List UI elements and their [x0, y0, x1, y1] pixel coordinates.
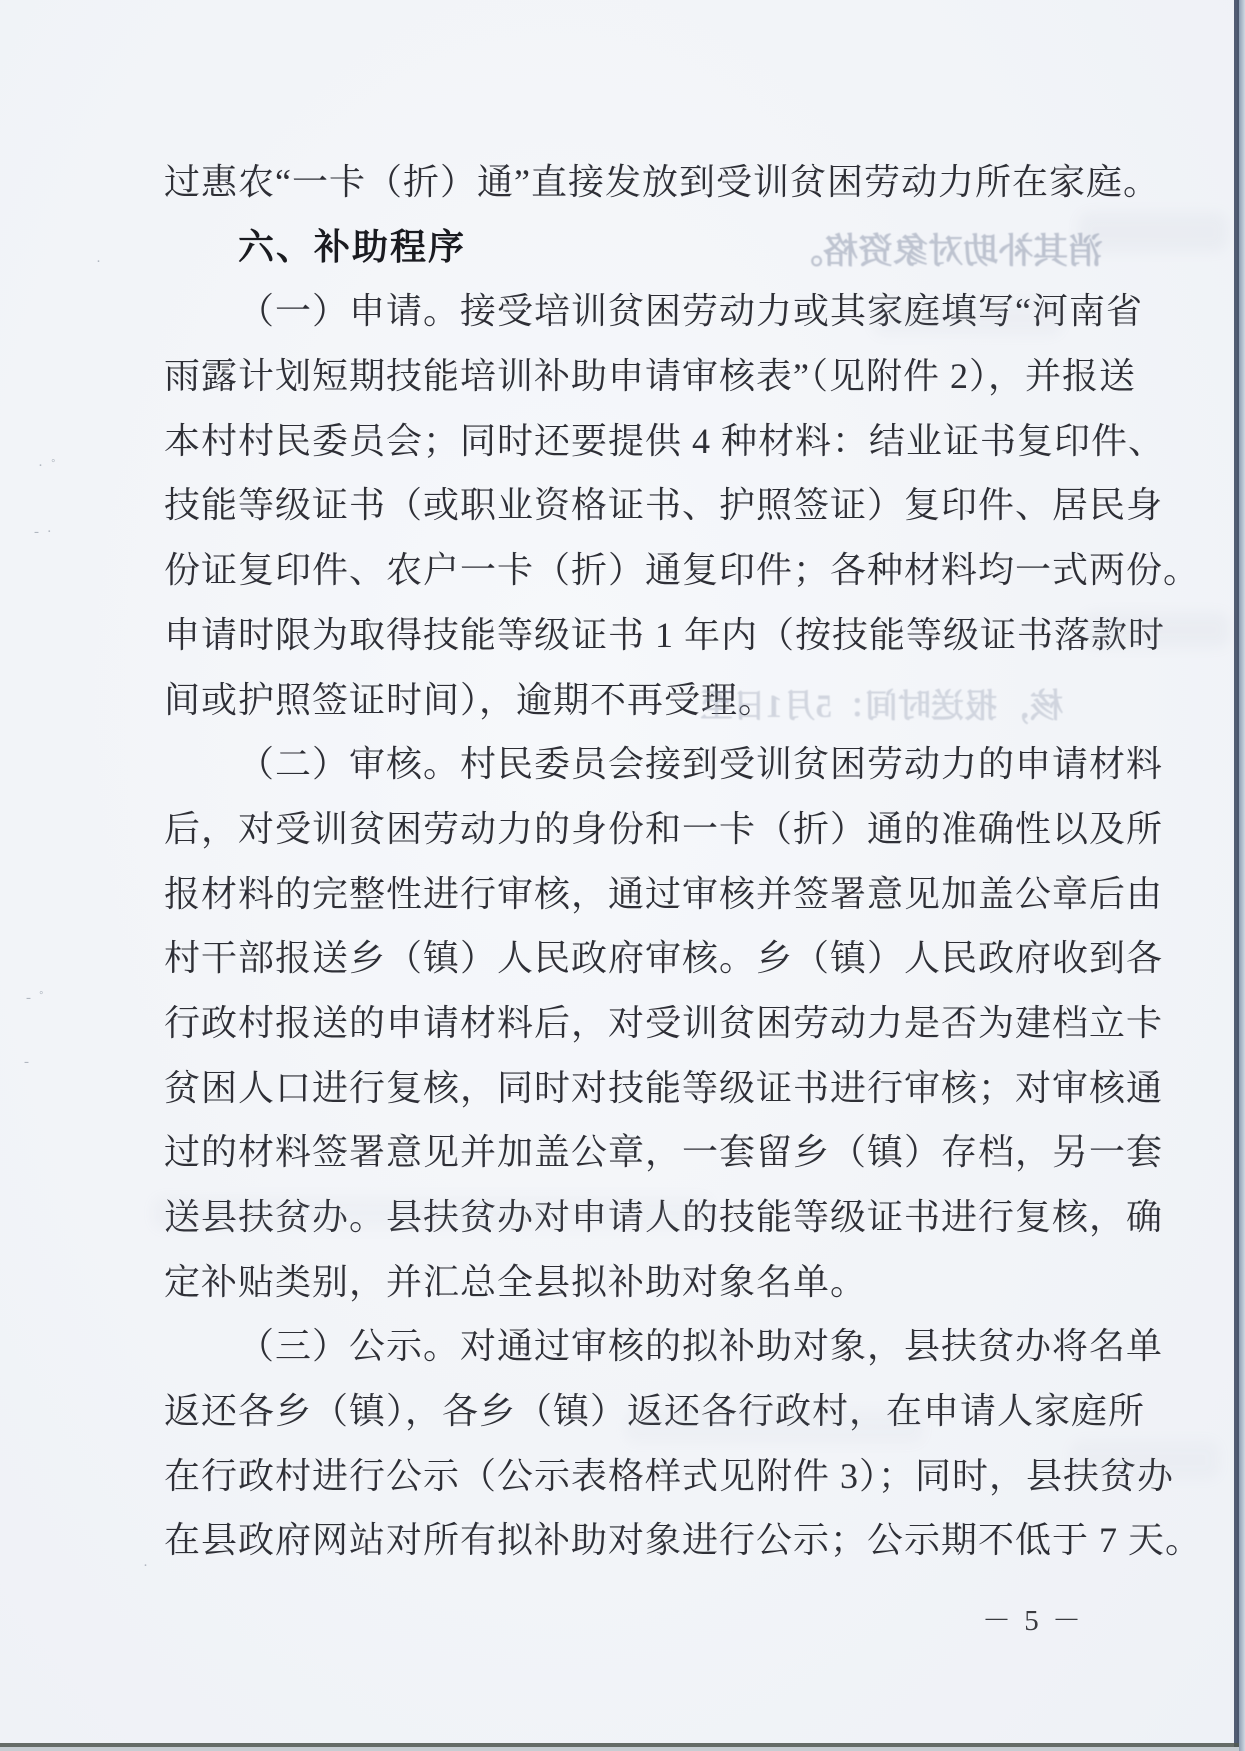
- margin-speck: ·: [96, 254, 103, 270]
- text-line: 过惠农“一卡（折）通”直接发放到受训贫困劳动力所在家庭。: [164, 162, 1160, 202]
- text-line: 村干部报送乡（镇）人民政府审核。乡（镇）人民政府收到各: [164, 938, 1164, 979]
- bleedthrough-smudge: [624, 1410, 924, 1444]
- text-line: 在行政村进行公示（公示表格样式见附件 3）；同时，县扶贫办: [164, 1455, 1175, 1496]
- text-line: （一）申请。接受培训贫困劳动力或其家庭填写“河南省: [238, 291, 1143, 332]
- bleedthrough-text: 核，报送时间：5月1日至: [700, 689, 1063, 725]
- text-line: （二）审核。村民委员会接到受训贫困劳动力的申请材料: [238, 744, 1164, 785]
- text-line: 申请时限为取得技能等级证书 1 年内（按技能等级证书落款时: [164, 614, 1166, 655]
- margin-speck: - ˚: [26, 990, 46, 1006]
- text-line: 行政村报送的申请材料后，对受训贫困劳动力是否为建档立卡: [164, 1002, 1164, 1043]
- section-heading: 六、补助程序: [238, 225, 467, 267]
- margin-speck: - ·: [34, 524, 54, 540]
- text-line: 份证复印件、农户一卡（折）通复印件；各种材料均一式两份。: [164, 550, 1201, 591]
- text-line: 雨露计划短期技能培训补助申请审核表”（见附件 2），并报送: [164, 356, 1136, 397]
- text-line: 过的材料签署意见并加盖公章，一套留乡（镇）存档，另一套: [164, 1132, 1164, 1173]
- text-line: 报材料的完整性进行审核，通过审核并签署意见加盖公章后由: [164, 873, 1164, 914]
- text-line: 返还各乡（镇），各乡（镇）返还各行政村，在申请人家庭所: [164, 1391, 1146, 1432]
- text-line: 间或护照签证时间），逾期不再受理。: [164, 679, 776, 720]
- text-line: 技能等级证书（或职业资格证书、护照签证）复印件、居民身: [164, 485, 1164, 526]
- margin-speck: · ˚: [38, 458, 58, 474]
- bleedthrough-smudge: [1082, 612, 1230, 648]
- margin-speck: ·: [143, 1558, 150, 1574]
- text-line: 定补贴类别，并汇总全县拟补助对象名单。: [164, 1261, 868, 1302]
- text-line: 后，对受训贫困劳动力的身份和一卡（折）通的准确性以及所: [164, 808, 1164, 849]
- bleedthrough-smudge: [152, 1196, 712, 1230]
- bleedthrough-smudge: [872, 300, 1062, 336]
- scan-edge-right-outer: [1239, 0, 1245, 1751]
- text-line: 本村村民委员会；同时还要提供 4 种材料：结业证书复印件、: [164, 420, 1166, 461]
- bleedthrough-smudge: [1070, 1440, 1220, 1480]
- bleedthrough-smudge: [1078, 212, 1228, 252]
- text-line: 贫困人口进行复核，同时对技能等级证书进行审核；对审核通: [164, 1067, 1164, 1108]
- bleedthrough-text: 消其补助对象资格。: [788, 232, 1104, 271]
- text-line: 送县扶贫办。县扶贫办对申请人的技能等级证书进行复核，确: [164, 1197, 1164, 1237]
- page-number: － 5 －: [982, 1605, 1085, 1637]
- text-line: 在县政府网站对所有拟补助对象进行公示；公示期不低于 7 天。: [164, 1520, 1203, 1561]
- margin-speck: -: [24, 1054, 31, 1070]
- document-text: [164, 150, 1203, 1573]
- text-line: （三）公示。对通过审核的拟补助对象，县扶贫办将名单: [238, 1326, 1164, 1367]
- scan-edge-bottom-outer: [0, 1747, 1239, 1751]
